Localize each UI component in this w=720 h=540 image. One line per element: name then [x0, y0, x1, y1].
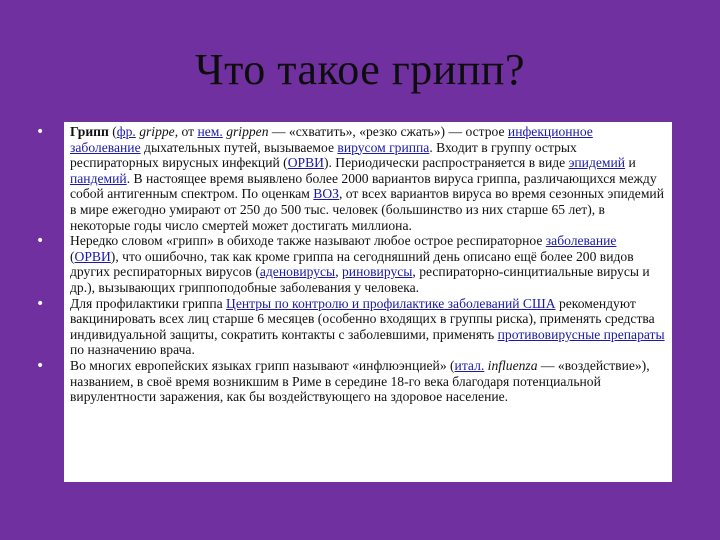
text-run: , от	[174, 124, 198, 139]
bullet-item	[70, 233, 666, 295]
bullet-list	[70, 124, 666, 405]
inline-link[interactable]: заболевание	[545, 233, 617, 249]
inline-link[interactable]: вирусом гриппа	[337, 139, 430, 155]
bullet-item	[70, 358, 666, 405]
foreign-term: grippe	[139, 124, 175, 139]
bullet-item	[70, 296, 666, 358]
inline-link[interactable]: эпидемий	[568, 155, 626, 171]
text-run: и	[625, 155, 636, 171]
content-panel	[64, 122, 672, 482]
inline-link[interactable]: нем.	[197, 124, 223, 139]
text-run: — «схватить», «резко сжать») — острое	[268, 124, 508, 139]
inline-link[interactable]: итал.	[454, 357, 485, 373]
text-run: ), что ошибочно, так как кроме гриппа на сегодняшний день описано ещё более 200 видов других респираторных вирусов (	[70, 248, 634, 280]
text-run: Во многих европейских языках грипп называют «инфлюэнцией» (	[70, 357, 455, 373]
text-run: . В настоящее время выявлено более 2000 вариантов вируса гриппа, различающихся между собой антигенным спектром. По оценкам	[70, 170, 657, 202]
inline-link[interactable]: ВОЗ	[313, 186, 339, 202]
inline-link[interactable]: Центры по контролю и профилактике заболеваний США	[226, 295, 556, 311]
text-run: Для профилактики гриппа	[70, 295, 227, 311]
bullet-marker: •	[36, 124, 45, 140]
bullet-marker: •	[36, 296, 45, 312]
inline-link[interactable]: противовирусные препараты	[497, 326, 665, 342]
inline-link[interactable]: фр.	[116, 124, 136, 139]
slide-title: Что такое грипп?	[195, 45, 525, 94]
inline-link[interactable]: ОРВИ	[74, 248, 111, 264]
inline-link[interactable]: инфекционное заболевание	[70, 124, 593, 155]
text-run: (	[70, 248, 75, 264]
bullet-marker: •	[36, 233, 45, 249]
inline-link[interactable]: пандемий	[70, 170, 127, 186]
bullet-item	[70, 124, 666, 233]
text-run: . Входит в группу острых респираторных вирусных инфекций (	[70, 139, 577, 171]
inline-link[interactable]: аденовирусы	[259, 264, 336, 280]
bullet-marker: •	[36, 358, 45, 374]
text-run: по назначению врача.	[70, 342, 195, 358]
inline-link[interactable]: риновирусы	[342, 264, 413, 280]
text-run: , от всех вариантов вируса во время сезонных эпидемий в мире ежегодно умирают от 250 до 500 тыс. человек (большинство из них старше 65 лет), в некоторые годы число смертей может достигать миллиона.	[70, 186, 664, 233]
foreign-term: influenza	[487, 357, 538, 373]
text-run: Нередко словом «грипп» в обиходе также называют любое острое респираторное	[70, 233, 546, 249]
bold-term: Грипп	[70, 124, 109, 139]
text-run: дыхательных путей, вызываемое	[140, 139, 338, 155]
text-run: — «воздействие»), названием, в своё время возникшим в Риме в середине 18-го века благодаря потенциальной вирулентности заражения, как бы воздействующего на здоровое население.	[70, 357, 650, 405]
text-run: ). Периодически распространяется в виде	[323, 155, 569, 171]
text-run: (	[108, 124, 117, 139]
text-run: ,	[335, 264, 342, 280]
inline-link[interactable]: ОРВИ	[287, 155, 324, 171]
foreign-term: grippen	[226, 124, 269, 139]
text-run: , респираторно-синцитиальные вирусы и др.), вызывающих гриппоподобные заболевания у человека.	[70, 264, 650, 295]
text-run: рекомендуют вакцинировать всех лиц старше 6 месяцев (особенно входящих в группы риска), применять средства индивидуальной защиты, сократить контакты с заболевшими, применять	[70, 295, 655, 342]
